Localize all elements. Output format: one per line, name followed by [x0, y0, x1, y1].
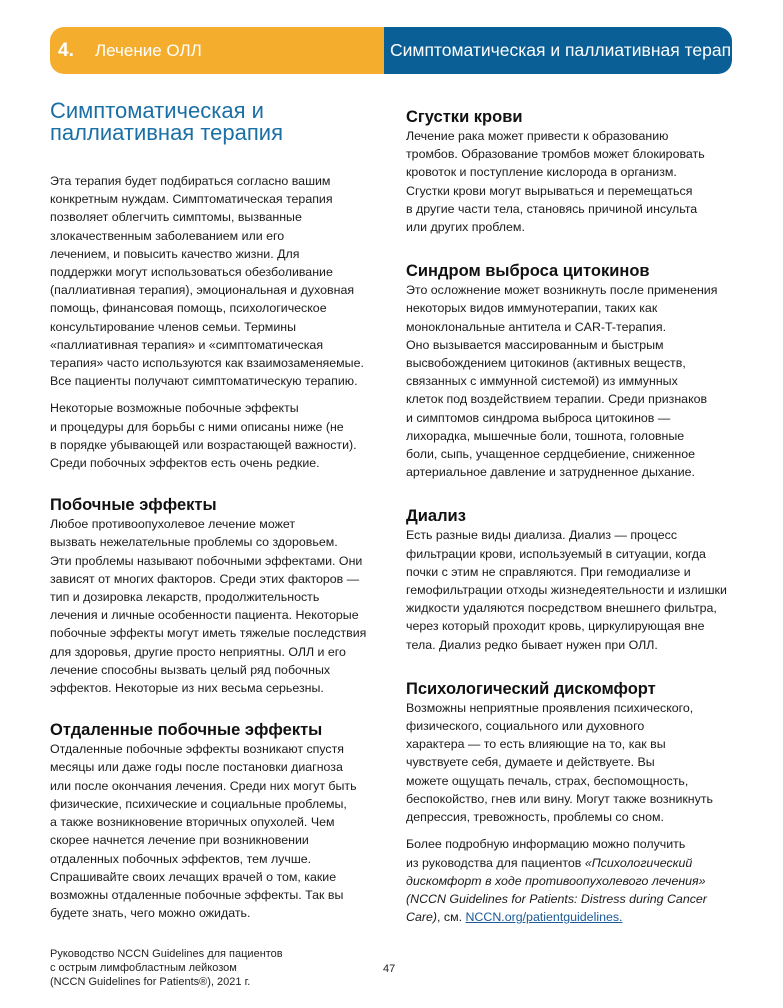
section-tab: [384, 27, 751, 74]
crs-heading: Синдром выброса цитокинов: [406, 262, 650, 281]
right-column: [406, 107, 736, 926]
patient-guidelines-link[interactable]: NCCN.org/patientguidelines.: [465, 910, 623, 925]
section-title: Симптоматическая и паллиативная терапия: [390, 40, 751, 60]
more-info-paragraph: Более подробную информацию можно получить из руководства для пациентов «Психологический дискомфорт в ходе противоопухолевого лечения» (NCCN Guidelines for Patients: Distress during Cancer Care), см. NCCN.org/patientguidelines.: [406, 837, 707, 925]
side-effects-heading: Побочные эффекты: [50, 496, 217, 515]
footer-line-3: (NCCN Guidelines for Patients®), 2021 г.: [50, 976, 251, 988]
page-number: 47: [383, 963, 396, 975]
chapter-tab: [50, 27, 384, 74]
blood-clots-paragraph: Лечение рака может привести к образованию тромбов. Образование тромбов может блокировать кровоток и поступление кислорода в организм. Сгустки крови могут вырываться и перемещаться в другие части тела, становясь причиной инсульта или других проблем.: [406, 129, 705, 235]
dialysis-paragraph: Есть разные виды диализа. Диализ — процесс фильтрации крови, используемый в ситуации, когда почки с этим не справляются. При гемодиализе и гемофильтрации отходы жизнедеятельности и излишки жидкости удаляются посредством внешнего фильтра, через который проходит кровь, циркулирующая вне тела. Диализ редко бывает нужен при ОЛЛ.: [406, 528, 727, 652]
footer: [50, 947, 283, 989]
chapter-title: Лечение ОЛЛ: [95, 41, 202, 60]
late-effects-heading: Отдаленные побочные эффекты: [50, 721, 323, 740]
left-column: [50, 100, 385, 922]
intro-paragraph: Эта терапия будет подбираться согласно вашим конкретным нуждам. Симптоматическая терапия позволяет облегчить симптомы, вызванные злокачественным заболеванием или его лечением, и повысить качество жизни. Для поддержки могут использоваться обезболивание (паллиативная терапия), эмоциональная и духовная помощь, финансовая помощь, психологическое консультирование членов семьи. Термины «паллиативная терапия» и «симптоматическая терапия» часто используются как взаимозаменяемые. Все пациенты получают симптоматическую терапию.: [50, 174, 364, 389]
crs-paragraph: Это осложнение может возникнуть после применения некоторых видов иммунотерапии, таких как моноклональные антитела и CAR-T-терапия. Оно вызывается массированным и быстрым высвобождением цитокинов (активных веществ, связанных с иммунной системой) из иммунных клеток под воздействием терапии. Среди признаков и симптомов синдрома выброса цитокинов — лихорадка, мышечные боли, тошнота, головные боли, сыпь, учащенное сердцебиение, сниженное артериальное давление и затрудненное дыхание.: [406, 283, 718, 480]
distress-heading: Психологический дискомфорт: [406, 679, 656, 698]
chapter-number: 4.: [58, 40, 74, 61]
page-title: Симптоматическая и паллиативная терапия: [50, 98, 283, 145]
blood-clots-heading: Сгустки крови: [406, 108, 523, 126]
footer-line-2: с острым лимфобластным лейкозом: [50, 962, 237, 974]
late-effects-paragraph: Отдаленные побочные эффекты возникают спустя месяцы или даже годы после постановки диагноза или после окончания лечения. Среди них могут быть физические, психические и социальные проблемы, а также возникновение вторичных опухолей. Чем скорее начнется лечение при возникновении отдаленных побочных эффектов, тем лучше. Спрашивайте своих лечащих врачей о том, какие возможны отдаленные побочные эффекты. Так вы будете знать, чего можно ожидать.: [50, 742, 357, 921]
intro-paragraph-2: Некоторые возможные побочные эффекты и процедуры для борьбы с ними описаны ниже (не в порядке убывающей или возрастающей важности). Среди побочных эффектов есть очень редкие.: [50, 401, 357, 471]
dialysis-heading: Диализ: [406, 507, 466, 526]
distress-paragraph: Возможны неприятные проявления психического, физического, социального или духовного характера — то есть влияющие на то, как вы чувствуете себя, думаете и действуете. Вы можете ощущать печаль, страх, беспомощность, беспокойство, гнев или вину. Могут также возникнуть депрессия, тревожность, проблемы со сном.: [406, 700, 713, 825]
footer-line-1: Руководство NCCN Guidelines для пациентов: [50, 948, 283, 960]
side-effects-paragraph: Любое противоопухолевое лечение может вызвать нежелательные проблемы со здоровьем. Эти проблемы называют побочными эффектами. Они зависят от многих факторов. Среди этих факторов — тип и дозировка лекарств, продолжительность лечения и личные особенности пациента. Некоторые побочные эффекты могут иметь тяжелые последствия для здоровья, другие просто неприятны. ОЛЛ и его лечение способны вызвать целый ряд побочных эффектов. Некоторые из них весьма серьезны.: [50, 517, 367, 696]
chapter-header: [50, 27, 751, 74]
